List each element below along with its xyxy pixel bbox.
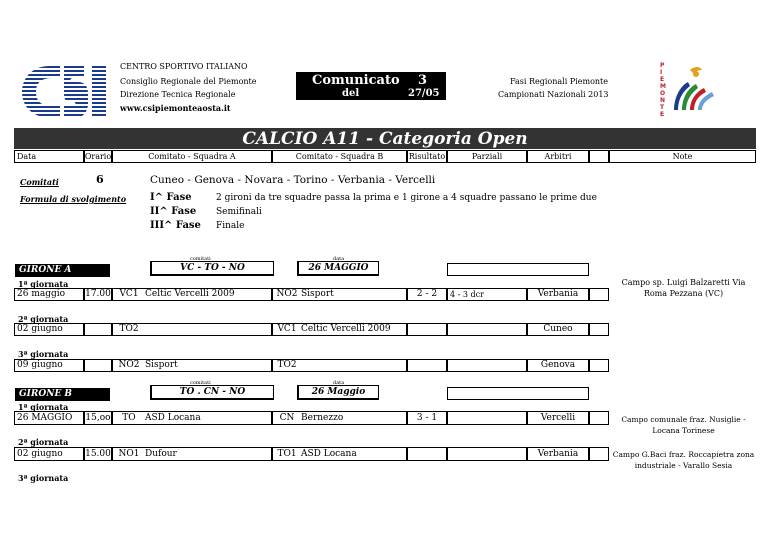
- row-time: 17.00: [85, 289, 111, 299]
- phase-3-name: III^ Fase: [150, 220, 201, 231]
- phase-3-desc: Finale: [216, 221, 245, 231]
- piemonte-logo-letter: E: [660, 111, 665, 118]
- title-bar: [14, 128, 756, 149]
- org-name: CENTRO SPORTIVO ITALIANO: [120, 62, 248, 71]
- row-arbitro: Cuneo: [527, 323, 589, 336]
- row-team-b: VC1 Celtic Vercelli 2009: [272, 323, 407, 336]
- row-arbitro: Verbania: [527, 288, 589, 301]
- girone-b-comitati-caption: comitati: [190, 380, 211, 386]
- org-council: Consiglio Regionale del Piemonte: [120, 77, 257, 86]
- girone-b-empty-box: [447, 387, 589, 400]
- piemonte-logo-letter: P: [660, 62, 665, 69]
- phase-line2: Campionati Nazionali 2013: [498, 90, 609, 99]
- col-risultato: Risultato: [408, 152, 446, 161]
- girone-a-note: Campo sp. Luigi Balzaretti Via Roma Pezzana (VC): [621, 278, 746, 298]
- girone-b-badge: GIRONE B: [15, 388, 110, 401]
- row-team-a: VC1 Celtic Vercelli 2009: [112, 288, 272, 301]
- col-parziali: Parziali: [447, 150, 527, 163]
- row-arbitro: Vercelli: [527, 411, 589, 425]
- girone-b-giornata-2-label: 2ª giornata: [18, 437, 69, 447]
- row-team-b: CN Bernezzo: [272, 411, 407, 425]
- row-team-a: TO2: [112, 323, 272, 336]
- girone-a-giornata-3-label: 3ª giornata: [18, 349, 69, 359]
- col-note: Note: [609, 150, 756, 163]
- girone-a-badge: GIRONE A: [15, 264, 110, 277]
- row-parziali: [447, 323, 527, 336]
- girone-b-note-2: Campo G.Baci fraz. Roccapietra zona industriale - Varallo Sesia: [612, 450, 755, 470]
- formula-label: Formula di svolgimento: [20, 194, 127, 204]
- row-result: 2 - 2: [407, 288, 447, 301]
- csi-logo: [20, 62, 110, 120]
- comunicato-label: Comunicato: [312, 73, 400, 88]
- phase-2-desc: Semifinali: [216, 207, 262, 217]
- row-time: [84, 323, 112, 336]
- piemonte-logo-letter: I: [660, 69, 663, 76]
- comitati-list: Cuneo - Genova - Novara - Torino - Verbania - Vercelli: [150, 174, 436, 186]
- row-parziali: 4 - 3 dcr: [447, 288, 527, 301]
- row-team-b: TO1 ASD Locana: [272, 447, 407, 461]
- comunicato-number: 3: [418, 73, 428, 88]
- piemonte-logo-letter: E: [660, 76, 665, 83]
- row-result: [407, 447, 447, 461]
- row-team-b: TO2: [272, 359, 407, 372]
- col-spacer: [589, 150, 609, 163]
- comitati-label: Comitati: [20, 177, 59, 187]
- girone-a-comitati-caption: comitati: [190, 256, 211, 262]
- col-data: Data: [14, 150, 84, 163]
- row-parziali: [447, 447, 527, 461]
- girone-b-data-caption: data: [333, 380, 345, 386]
- row-time: 15,oo: [84, 411, 112, 425]
- row-spacer: [589, 359, 609, 372]
- row-arbitro: Verbania: [527, 447, 589, 461]
- row-date: 26 MAGGIO: [14, 411, 84, 425]
- row-time: [84, 359, 112, 372]
- row-spacer: [589, 411, 609, 425]
- girone-a-giornata-1-label: 1ª giornata: [18, 279, 69, 289]
- piemonte-logo-letter: O: [660, 90, 666, 97]
- row-date: 02 giugno: [14, 447, 84, 461]
- row-result: 3 - 1: [407, 411, 447, 425]
- col-team-b: Comitato - Squadra B: [272, 150, 407, 163]
- row-date: 09 giugno: [14, 359, 84, 372]
- row-spacer: [589, 288, 609, 301]
- piemonte-logo-letter: N: [660, 97, 666, 104]
- row-time: 15.00: [84, 447, 112, 461]
- row-team-a: NO2 Sisport: [112, 359, 272, 372]
- phase-1-desc: 2 gironi da tre squadre passa la prima e 1 girone a 4 squadre passano le prime due: [216, 193, 597, 203]
- girone-a-comitati: VC - TO - NO: [150, 261, 274, 276]
- col-arbitri: Arbitri: [527, 150, 589, 163]
- website-link[interactable]: www.csipiemonteaosta.it: [120, 103, 231, 113]
- org-direction: Direzione Tecnica Regionale: [120, 90, 236, 99]
- piemonte-logo-letter: T: [660, 104, 665, 111]
- row-result: [407, 323, 447, 336]
- row-team-b: NO2 Sisport: [272, 288, 407, 301]
- girone-b-comitati: TO . CN - NO: [150, 385, 274, 400]
- col-team-a: Comitato - Squadra A: [112, 150, 272, 163]
- girone-b-date: 26 Maggio: [297, 385, 379, 400]
- row-spacer: [589, 323, 609, 336]
- girone-a-data-caption: data: [333, 256, 345, 262]
- girone-b-giornata-3-label: 3ª giornata: [18, 473, 69, 483]
- del-label: del: [342, 88, 360, 99]
- row-parziali: [447, 359, 527, 372]
- row-parziali: [447, 411, 527, 425]
- piemonte-logo: [658, 60, 720, 118]
- page-title: CALCIO A11 - Categoria Open: [242, 129, 528, 149]
- girone-b-note-1: Campo comunale fraz. Nusiglie - Locana Torinese: [621, 415, 746, 435]
- row-date: 02 giugno: [14, 323, 84, 336]
- comunicato-box: [296, 72, 446, 100]
- row-result: [407, 359, 447, 372]
- girone-a-empty-box: [447, 263, 589, 276]
- girone-b-giornata-1-label: 1ª giornata: [18, 402, 69, 412]
- row-arbitro: Genova: [527, 359, 589, 372]
- phase-2-name: II^ Fase: [150, 206, 197, 217]
- comitati-count: 6: [96, 173, 104, 186]
- piemonte-logo-letter: M: [660, 83, 666, 90]
- row-spacer: [589, 447, 609, 461]
- girone-a-date: 26 MAGGIO: [297, 261, 379, 276]
- phase-line1: Fasi Regionali Piemonte: [510, 77, 608, 86]
- comunicato-date: 27/05: [408, 88, 440, 99]
- girone-a-giornata-2-label: 2ª giornata: [18, 314, 69, 324]
- row-team-a: NO1 Dufour: [112, 447, 272, 461]
- row-team-a: TO ASD Locana: [112, 411, 272, 425]
- phase-1-name: I^ Fase: [150, 192, 192, 203]
- row-date: 26 maggio: [14, 288, 84, 301]
- col-orario: Orario: [84, 152, 112, 161]
